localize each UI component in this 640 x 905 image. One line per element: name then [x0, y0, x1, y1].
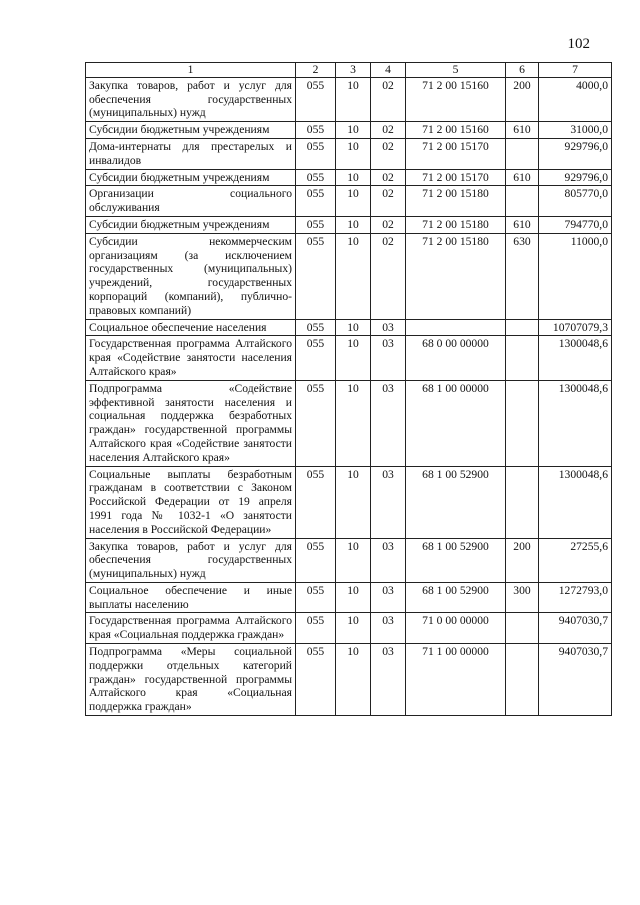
cell-subsection: 02: [371, 233, 406, 319]
header-col-6: 6: [506, 63, 539, 78]
cell-amount: 929796,0: [539, 138, 612, 169]
cell-subsection: 03: [371, 319, 406, 336]
cell-section: 10: [336, 169, 371, 186]
table-row: [86, 138, 612, 169]
cell-target-item: 71 2 00 15160: [406, 122, 506, 139]
table-row: [86, 380, 612, 466]
cell-expense-type: [506, 336, 539, 380]
cell-section: 10: [336, 336, 371, 380]
cell-name: Социальное обеспечение и иные выплаты населению: [86, 582, 296, 613]
cell-expense-type: [506, 644, 539, 716]
cell-section: 10: [336, 138, 371, 169]
table-row: [86, 336, 612, 380]
cell-target-item: 71 0 00 00000: [406, 613, 506, 644]
page-number: 102: [567, 36, 590, 52]
cell-code: 055: [296, 186, 336, 217]
cell-amount: 11000,0: [539, 233, 612, 319]
cell-amount: 4000,0: [539, 77, 612, 121]
cell-section: 10: [336, 233, 371, 319]
cell-amount: 31000,0: [539, 122, 612, 139]
cell-subsection: 03: [371, 466, 406, 538]
cell-expense-type: 630: [506, 233, 539, 319]
cell-amount: 805770,0: [539, 186, 612, 217]
table-row: [86, 466, 612, 538]
cell-expense-type: [506, 138, 539, 169]
cell-target-item: 71 2 00 15170: [406, 169, 506, 186]
cell-target-item: 71 2 00 15180: [406, 233, 506, 319]
header-col-5: 5: [406, 63, 506, 78]
cell-expense-type: [506, 613, 539, 644]
cell-expense-type: 610: [506, 169, 539, 186]
header-col-2: 2: [296, 63, 336, 78]
cell-subsection: 02: [371, 169, 406, 186]
cell-section: 10: [336, 380, 371, 466]
cell-name: Подпрограмма «Меры социальной поддержки отдельных категорий граждан» государственной программы Алтайского края «Социальная поддержка граждан»: [86, 644, 296, 716]
cell-expense-type: 200: [506, 77, 539, 121]
cell-expense-type: [506, 380, 539, 466]
cell-amount: 1300048,6: [539, 466, 612, 538]
cell-code: 055: [296, 613, 336, 644]
cell-name: Субсидии бюджетным учреждениям: [86, 169, 296, 186]
cell-section: 10: [336, 466, 371, 538]
cell-target-item: 71 2 00 15180: [406, 186, 506, 217]
cell-name: Субсидии бюджетным учреждениям: [86, 122, 296, 139]
cell-expense-type: 300: [506, 582, 539, 613]
cell-name: Закупка товаров, работ и услуг для обеспечения государственных (муниципальных) нужд: [86, 77, 296, 121]
cell-name: Государственная программа Алтайского края «Содействие занятости населения Алтайского края»: [86, 336, 296, 380]
cell-subsection: 03: [371, 538, 406, 582]
cell-section: 10: [336, 216, 371, 233]
cell-expense-type: [506, 319, 539, 336]
table-row: [86, 644, 612, 716]
table-row: [86, 77, 612, 121]
cell-section: 10: [336, 122, 371, 139]
table-row: [86, 582, 612, 613]
cell-code: 055: [296, 336, 336, 380]
cell-expense-type: [506, 186, 539, 217]
cell-code: 055: [296, 644, 336, 716]
cell-section: 10: [336, 319, 371, 336]
cell-expense-type: 610: [506, 122, 539, 139]
cell-name: Социальные выплаты безработным гражданам в соответствии с Законом Российской Федерации от 19 апреля 1991 года № 1032-1 «О занятости населения в Российской Федерации»: [86, 466, 296, 538]
cell-subsection: 03: [371, 336, 406, 380]
cell-section: 10: [336, 644, 371, 716]
cell-subsection: 03: [371, 644, 406, 716]
header-row: [86, 63, 612, 78]
cell-code: 055: [296, 319, 336, 336]
header-col-4: 4: [371, 63, 406, 78]
cell-subsection: 02: [371, 77, 406, 121]
cell-amount: 1300048,6: [539, 380, 612, 466]
header-col-1: 1: [86, 63, 296, 78]
cell-amount: 1300048,6: [539, 336, 612, 380]
cell-name: Государственная программа Алтайского края «Социальная поддержка граждан»: [86, 613, 296, 644]
cell-target-item: 71 2 00 15180: [406, 216, 506, 233]
budget-table: [85, 62, 612, 716]
cell-section: 10: [336, 613, 371, 644]
cell-target-item: 68 1 00 00000: [406, 380, 506, 466]
cell-name: Подпрограмма «Содействие эффективной занятости населения и социальная поддержка безработных граждан» государственной программы Алтайского края «Содействие занятости населения Алтайского края»: [86, 380, 296, 466]
cell-name: Организации социального обслуживания: [86, 186, 296, 217]
cell-target-item: 71 1 00 00000: [406, 644, 506, 716]
table-row: [86, 613, 612, 644]
cell-expense-type: [506, 466, 539, 538]
table-body: [86, 77, 612, 715]
table-row: [86, 122, 612, 139]
cell-amount: 9407030,7: [539, 613, 612, 644]
header-col-7: 7: [539, 63, 612, 78]
cell-code: 055: [296, 538, 336, 582]
cell-code: 055: [296, 77, 336, 121]
cell-code: 055: [296, 466, 336, 538]
cell-subsection: 02: [371, 186, 406, 217]
cell-amount: 27255,6: [539, 538, 612, 582]
cell-target-item: [406, 319, 506, 336]
cell-code: 055: [296, 582, 336, 613]
table-row: [86, 216, 612, 233]
cell-name: Социальное обеспечение населения: [86, 319, 296, 336]
cell-target-item: 68 0 00 00000: [406, 336, 506, 380]
table-row: [86, 186, 612, 217]
cell-target-item: 71 2 00 15170: [406, 138, 506, 169]
cell-name: Закупка товаров, работ и услуг для обеспечения государственных (муниципальных) нужд: [86, 538, 296, 582]
cell-section: 10: [336, 582, 371, 613]
cell-amount: 9407030,7: [539, 644, 612, 716]
cell-subsection: 02: [371, 138, 406, 169]
cell-subsection: 03: [371, 380, 406, 466]
cell-code: 055: [296, 122, 336, 139]
cell-section: 10: [336, 186, 371, 217]
cell-code: 055: [296, 233, 336, 319]
cell-code: 055: [296, 380, 336, 466]
cell-amount: 10707079,3: [539, 319, 612, 336]
cell-amount: 794770,0: [539, 216, 612, 233]
table-row: [86, 319, 612, 336]
cell-name: Субсидии бюджетным учреждениям: [86, 216, 296, 233]
cell-amount: 929796,0: [539, 169, 612, 186]
table-row: [86, 233, 612, 319]
cell-code: 055: [296, 138, 336, 169]
cell-target-item: 68 1 00 52900: [406, 538, 506, 582]
cell-code: 055: [296, 169, 336, 186]
cell-code: 055: [296, 216, 336, 233]
cell-expense-type: 200: [506, 538, 539, 582]
cell-subsection: 03: [371, 613, 406, 644]
cell-subsection: 02: [371, 122, 406, 139]
cell-subsection: 03: [371, 582, 406, 613]
cell-section: 10: [336, 77, 371, 121]
cell-name: Дома-интернаты для престарелых и инвалидов: [86, 138, 296, 169]
cell-amount: 1272793,0: [539, 582, 612, 613]
header-col-3: 3: [336, 63, 371, 78]
table-header: [86, 63, 612, 78]
cell-name: Субсидии некоммерческим организациям (за исключением государственных (муниципальных) учреждений, государственных корпораций (компаний), публично-правовых компаний): [86, 233, 296, 319]
cell-target-item: 68 1 00 52900: [406, 582, 506, 613]
table-row: [86, 169, 612, 186]
cell-section: 10: [336, 538, 371, 582]
cell-target-item: 68 1 00 52900: [406, 466, 506, 538]
cell-expense-type: 610: [506, 216, 539, 233]
cell-subsection: 02: [371, 216, 406, 233]
cell-target-item: 71 2 00 15160: [406, 77, 506, 121]
table-row: [86, 538, 612, 582]
